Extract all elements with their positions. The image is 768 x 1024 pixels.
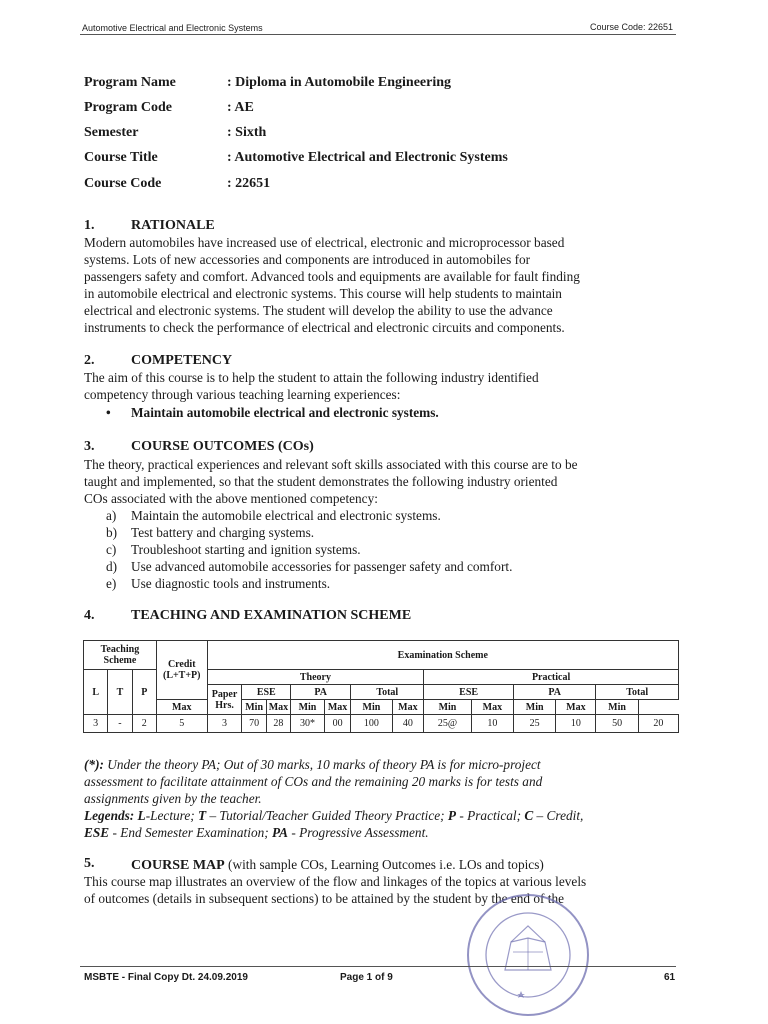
min-header: Min: [242, 700, 266, 715]
competency-bullet-icon: •: [106, 405, 111, 420]
course-code-label: Course Code: [84, 176, 162, 191]
outcomes-line: taught and implemented, so that the student demonstrates the following industry oriented: [84, 474, 558, 489]
theory-total-header: Total: [351, 685, 424, 700]
table-cell: 28: [266, 715, 290, 733]
rationale-line: in automobile electrical and electronic systems. This course will help students to maintain: [84, 286, 562, 301]
table-cell: -: [108, 715, 132, 733]
outcome-item: c) Troubleshoot starting and ignition systems.: [106, 542, 361, 557]
footer-page-number: Page 1 of 9: [340, 972, 393, 983]
outcomes-line: COs associated with the above mentioned competency:: [84, 491, 378, 506]
tutorial-header: T: [108, 670, 132, 715]
theory-ese-header: ESE: [242, 685, 291, 700]
table-cell: 10: [556, 715, 596, 733]
header-divider: [80, 34, 676, 35]
table-cell: 20: [638, 715, 678, 733]
program-name-label: Program Name: [84, 75, 176, 90]
coursemap-heading-line: [131, 856, 544, 874]
legend-line: Legends: L-Lecture; T – Tutorial/Teacher Guided Theory Practice; P - Practical; C – Credit,: [84, 808, 584, 823]
min-header: Min: [351, 700, 392, 715]
competency-number: 2.: [84, 353, 95, 368]
footer-copy-date: MSBTE - Final Copy Dt. 24.09.2019: [84, 972, 248, 983]
outcome-item: d) Use advanced automobile accessories for passenger safety and comfort.: [106, 559, 513, 574]
legend-line: ESE - End Semester Examination; PA - Progressive Assessment.: [84, 825, 429, 840]
practical-ese-header: ESE: [424, 685, 514, 700]
max-header: Max: [471, 700, 513, 715]
footer-sheet-number: 61: [664, 972, 676, 983]
table-cell: 30*: [291, 715, 325, 733]
header-course-title: Automotive Electrical and Electronic Systems: [82, 23, 263, 33]
rationale-text: [84, 234, 676, 336]
course-title-value: : Automotive Electrical and Electronic Systems: [227, 150, 508, 165]
practical-total-header: Total: [596, 685, 679, 700]
lecture-header: L: [84, 670, 108, 715]
rationale-line: passengers safety and comfort. Advanced tools and equipments are available for fault finding: [84, 269, 580, 284]
practical-header: Practical: [424, 670, 679, 685]
course-title-label: Course Title: [84, 150, 158, 165]
outcome-item: a) Maintain the automobile electrical and electronic systems.: [106, 508, 441, 523]
min-header: Min: [424, 700, 472, 715]
max-header: Max: [156, 700, 207, 715]
semester-label: Semester: [84, 125, 139, 140]
max-header: Max: [324, 700, 350, 715]
rationale-line: Modern automobiles have increased use of electrical, electronic and microprocessor based: [84, 235, 565, 250]
semester-value: : Sixth: [227, 125, 267, 140]
outcome-item: e) Use diagnostic tools and instruments.: [106, 576, 331, 591]
coursemap-subtitle: (with sample COs, Learning Outcomes i.e. LOs and topics): [224, 857, 544, 872]
table-cell: 25@: [424, 715, 472, 733]
min-header: Min: [596, 700, 638, 715]
outcomes-number: 3.: [84, 439, 95, 454]
footer-divider: [80, 966, 676, 967]
examination-scheme-header: Examination Scheme: [207, 641, 678, 670]
outcomes-line: The theory, practical experiences and relevant soft skills associated with this course are to be: [84, 457, 578, 472]
table-cell: 40: [392, 715, 424, 733]
competency-line: competency through various teaching learning experiences:: [84, 387, 401, 402]
scheme-number: 4.: [84, 608, 95, 623]
rationale-heading: RATIONALE: [131, 218, 215, 233]
outcomes-text: [84, 456, 676, 507]
course-code-value: : 22651: [227, 176, 271, 191]
examination-scheme-table: [83, 640, 679, 733]
practical-pa-header: PA: [514, 685, 596, 700]
table-cell: 5: [156, 715, 207, 733]
competency-text: [84, 369, 676, 403]
max-header: Max: [266, 700, 290, 715]
competency-heading: COMPETENCY: [131, 353, 233, 368]
rationale-line: electrical and electronic systems. The student will develop the ability to use the advance: [84, 303, 553, 318]
table-cell: 10: [471, 715, 513, 733]
outcome-item: b) Test battery and charging systems.: [106, 525, 315, 540]
note-line: assignments given by the teacher.: [84, 791, 262, 806]
header-course-code: Course Code: 22651: [590, 22, 674, 32]
rationale-line: systems. Lots of new accessories and components are introduced in automobiles for: [84, 252, 531, 267]
credit-header: Credit (L+T+P): [156, 641, 207, 700]
practical-hours-header: P: [132, 670, 156, 715]
table-cell: 25: [514, 715, 556, 733]
theory-pa-header: PA: [291, 685, 351, 700]
outcome-list: [106, 507, 512, 592]
program-name-value: : Diploma in Automobile Engineering: [227, 75, 452, 90]
paper-hours-header: Paper Hrs.: [207, 685, 242, 715]
table-cell: 3: [84, 715, 108, 733]
coursemap-line: This course map illustrates an overview of the flow and linkages of the topics at various levels: [84, 874, 587, 889]
coursemap-heading: COURSE MAP: [131, 858, 225, 873]
coursemap-line: of outcomes (details in subsequent sections) to be attained by the student by the end of the: [84, 891, 565, 906]
coursemap-number: 5.: [84, 856, 95, 871]
min-header: Min: [514, 700, 556, 715]
msbte-seal-icon: [463, 890, 593, 1020]
note-star-label: (*):: [84, 757, 104, 772]
table-cell: 100: [351, 715, 392, 733]
rationale-number: 1.: [84, 218, 95, 233]
table-cell: 50: [596, 715, 638, 733]
max-header: Max: [556, 700, 596, 715]
table-cell: 70: [242, 715, 266, 733]
outcomes-heading: COURSE OUTCOMES (COs): [131, 439, 314, 454]
note-line: Under the theory PA; Out of 30 marks, 10 marks of theory PA is for micro-project: [103, 757, 541, 772]
table-cell: 3: [207, 715, 242, 733]
theory-header: Theory: [207, 670, 424, 685]
max-header: Max: [392, 700, 424, 715]
competency-bullet: Maintain automobile electrical and electronic systems.: [131, 405, 439, 420]
program-code-label: Program Code: [84, 100, 172, 115]
table-row: [84, 715, 679, 733]
note-line: assessment to facilitate attainment of COs and the remaining 20 marks is for tests and: [84, 774, 543, 789]
theory-pa-note: [84, 756, 676, 841]
table-cell: 2: [132, 715, 156, 733]
min-header: Min: [291, 700, 325, 715]
teaching-scheme-header: Teaching Scheme: [84, 641, 157, 670]
table-cell: 00: [324, 715, 350, 733]
competency-line: The aim of this course is to help the student to attain the following industry identified: [84, 370, 539, 385]
scheme-heading: TEACHING AND EXAMINATION SCHEME: [131, 608, 412, 623]
rationale-line: instruments to check the performance of electrical and electronic circuits and components.: [84, 320, 565, 335]
program-code-value: : AE: [227, 100, 254, 115]
